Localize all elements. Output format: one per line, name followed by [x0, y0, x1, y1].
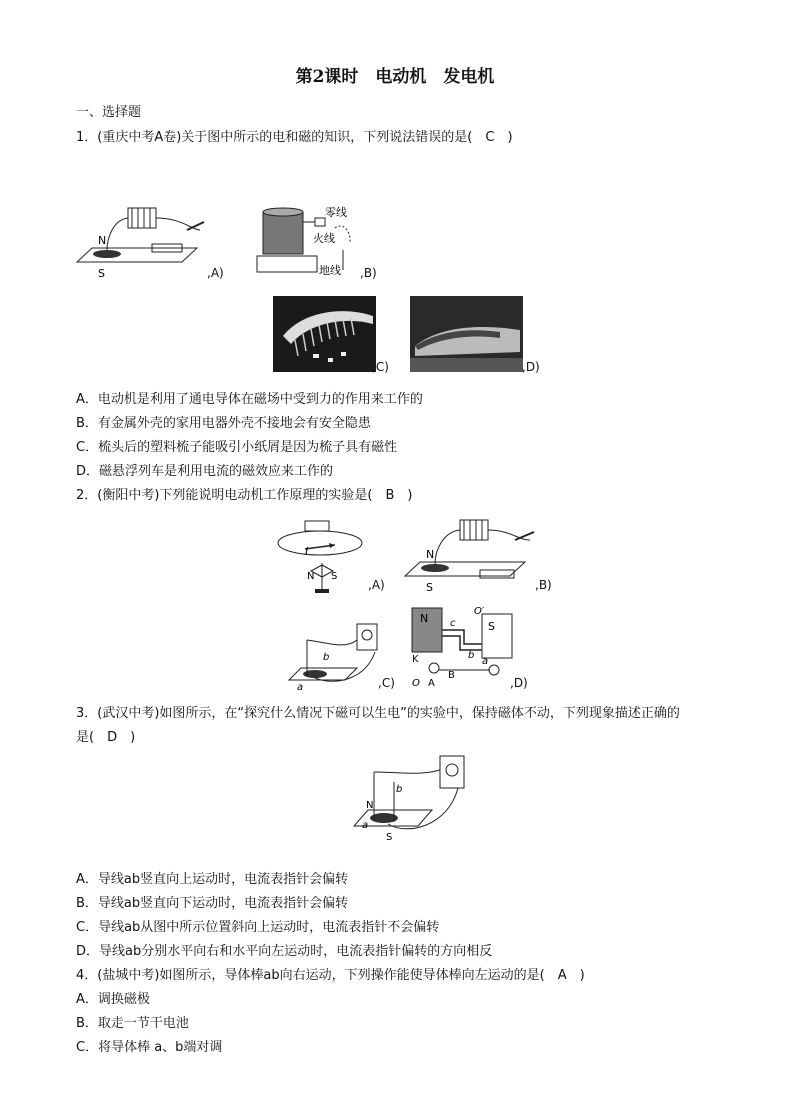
q1-stem: 1．(重庆中考A卷)关于图中所示的电和磁的知识，下列说法错误的是( C ) [76, 130, 513, 145]
q2d-n-label: N [420, 612, 429, 625]
q2-figure-b [400, 512, 540, 594]
q1-fig-c-label: ,C) [372, 360, 389, 374]
q3-option-a: A．导线ab竖直向上运动时，电流表指针会偏转 [76, 872, 349, 887]
q2c-a-label: a [297, 682, 304, 692]
q2-fig-b-label: ,B) [535, 578, 552, 592]
q2d-o2-label: O′ [474, 606, 485, 617]
q2b-n-label: N [426, 548, 435, 561]
q3-s-label: S [386, 832, 393, 843]
q3-stem-line1: 3．(武汉中考)如图所示，在“探究什么情况下磁可以生电”的实验中，保持磁体不动，下列现象描述正确的 [76, 706, 680, 721]
q1-option-c: C．梳头后的塑料梳子能吸引小纸屑是因为梳子具有磁性 [76, 440, 398, 455]
section-heading: 一、选择题 [76, 105, 142, 120]
q1-figure-a [72, 200, 212, 280]
q1-figure-d-maglev-photo [410, 296, 523, 372]
q1-figure-b [255, 200, 365, 280]
q1a-s-label: S [98, 267, 105, 280]
q1b-ground-label: 地线 [319, 264, 341, 277]
q2a-i-label: I [305, 545, 309, 558]
q2d-a-label: a [482, 656, 489, 667]
q4-option-b: B．取走一节干电池 [76, 1016, 189, 1031]
q2d-b-label: b [468, 650, 475, 661]
q4-option-a: A．调换磁极 [76, 992, 150, 1007]
q2d-s-label: S [488, 620, 495, 633]
q2-fig-c-label: ,C) [378, 676, 395, 690]
q1b-neutral-label: 零线 [325, 206, 347, 219]
q3-stem-line2: 是( D ) [76, 730, 136, 745]
page-title: 第2课时 电动机 发电机 [295, 67, 495, 87]
q2c-b-label: b [323, 652, 330, 663]
q3-figure [348, 752, 468, 844]
q1b-live-label: 火线 [313, 232, 335, 245]
q1-fig-d-label: ,D) [522, 360, 540, 374]
q1-option-d: D．磁悬浮列车是利用电流的磁效应来工作的 [76, 464, 334, 479]
q1a-n-label: N [98, 234, 107, 247]
q3-option-c: C．导线ab从图中所示位置斜向上运动时，电流表指针不会偏转 [76, 920, 440, 935]
q3-option-b: B．导线ab竖直向下运动时，电流表指针会偏转 [76, 896, 349, 911]
q2d-k-label: K [412, 654, 419, 665]
q2-fig-a-label: ,A) [368, 578, 385, 592]
q2d-bigA-label: A [428, 678, 435, 689]
q1-option-b: B．有金属外壳的家用电器外壳不接地会有安全隐患 [76, 416, 371, 431]
q3-a-label: a [362, 820, 369, 831]
q2d-bigB-label: B [448, 670, 455, 681]
q2-stem: 2．(衡阳中考)下列能说明电动机工作原理的实验是( B ) [76, 488, 413, 503]
q2d-c-label: c [450, 618, 456, 629]
q3-option-d: D．导线ab分别水平向右和水平向左运动时，电流表指针偏转的方向相反 [76, 944, 493, 959]
q2a-s-label: S [331, 571, 338, 582]
q1-figure-c-comb-photo [273, 296, 376, 372]
q1-fig-a-label: ,A) [207, 266, 224, 280]
q4-option-c: C．将导体棒 a、b端对调 [76, 1040, 223, 1055]
q2-figure-d [408, 604, 516, 690]
q3-n-label: N [366, 800, 374, 811]
q2-fig-d-label: ,D) [510, 676, 528, 690]
q1-option-a: A．电动机是利用了通电导体在磁场中受到力的作用来工作的 [76, 392, 423, 407]
q2-figure-c [285, 620, 380, 692]
q3-b-label: b [396, 784, 403, 795]
q4-stem: 4．(盐城中考)如图所示，导体棒ab向右运动，下列操作能使导体棒向左运动的是( A ) [76, 968, 585, 983]
q2b-s-label: S [426, 581, 433, 594]
q2d-o-label: O [412, 678, 420, 689]
q1-fig-b-label: ,B) [360, 266, 377, 280]
q2-figure-a [275, 515, 370, 595]
q2a-n-label: N [307, 571, 315, 582]
